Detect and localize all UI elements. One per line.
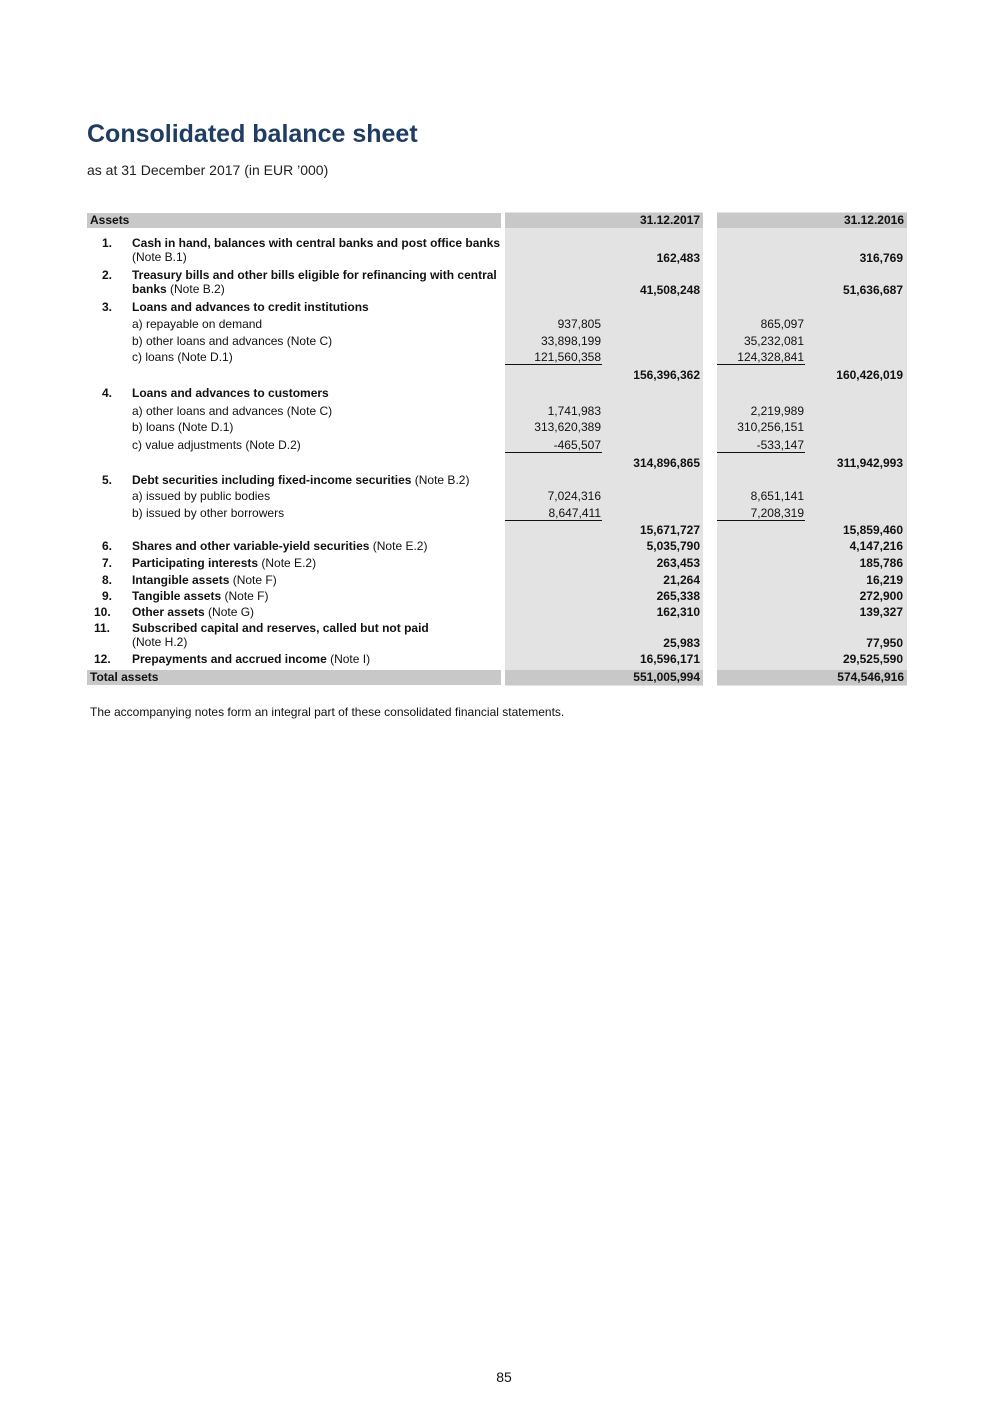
sub-value-2017: 33,898,199 (540, 334, 601, 348)
sub-item-label: a) repayable on demand (132, 317, 263, 331)
value-2016: 77,950 (866, 636, 903, 650)
item-number: 7. (102, 556, 113, 570)
header-2017: 31.12.2017 (505, 213, 703, 228)
item-number: 8. (102, 573, 113, 587)
value-2016: 15,859,460 (842, 523, 903, 537)
sub-value-2016: 310,256,151 (737, 420, 804, 434)
item-label-note: (Note F) (221, 589, 269, 603)
item-label-note: (Note E.2) (258, 556, 317, 570)
page-title: Consolidated balance sheet (87, 120, 418, 148)
item-number: 9. (102, 589, 113, 603)
item-label-note: (Note H.2) (132, 635, 188, 649)
subtotal-rule (505, 520, 602, 521)
sub-value-2016: 7,208,319 (750, 506, 804, 520)
sub-item-label: a) issued by public bodies (132, 489, 271, 503)
subtotal-rule (717, 452, 805, 453)
item-number: 1. (102, 236, 113, 250)
total-assets-2016: 574,546,916 (717, 670, 907, 685)
item-label-note: (Note B.2) (166, 282, 225, 296)
sub-value-2017: 1,741,983 (547, 404, 601, 418)
item-number: 3. (102, 300, 113, 314)
subtotal-rule (505, 364, 602, 365)
item-label (132, 236, 502, 264)
item-number: 11. (94, 621, 111, 635)
header-2016: 31.12.2016 (717, 213, 907, 228)
subtotal-rule (717, 364, 805, 365)
subtotal-rule (505, 452, 602, 453)
value-2016: 272,900 (859, 589, 903, 603)
sub-item-label: b) issued by other borrowers (132, 506, 285, 520)
sub-value-2017: 937,805 (557, 317, 601, 331)
value-2016: 316,769 (859, 251, 903, 265)
sub-value-2017: 8,647,411 (548, 506, 601, 520)
item-number: 2. (102, 268, 113, 282)
value-2017: 41,508,248 (639, 283, 700, 297)
footnote: The accompanying notes form an integral part of these consolidated financial statements. (90, 705, 565, 719)
item-label-main: Loans and advances to customers (132, 386, 329, 400)
sub-value-2016: 2,219,989 (750, 404, 804, 418)
item-label-main: Debt securities including fixed-income securities (132, 473, 412, 487)
sub-item-label: b) other loans and advances (Note C) (132, 334, 333, 348)
sub-value-2017: 313,620,389 (534, 420, 601, 434)
item-label (132, 386, 502, 400)
item-label (132, 589, 502, 603)
value-2016: 311,942,993 (836, 456, 903, 470)
item-label (132, 556, 502, 570)
value-2016: 51,636,687 (842, 283, 903, 297)
item-number: 10. (94, 605, 111, 619)
item-label-main: Intangible assets (132, 573, 230, 587)
value-2016: 160,426,019 (836, 368, 903, 382)
item-number: 5. (102, 473, 113, 487)
sub-value-2016: 8,651,141 (750, 489, 804, 503)
item-label-note: (Note G) (204, 605, 255, 619)
value-2017: 15,671,727 (639, 523, 700, 537)
page-subtitle: as at 31 December 2017 (in EUR ’000) (87, 162, 329, 178)
item-label-main: Subscribed capital and reserves, called but not paid (132, 621, 429, 635)
item-label-main: Cash in hand, balances with central banks and post office banks (132, 236, 501, 250)
sub-value-2016: 865,097 (760, 317, 804, 331)
item-label (132, 621, 502, 649)
item-label (132, 300, 502, 314)
item-label (132, 473, 502, 487)
sub-value-2017: 121,560,358 (534, 350, 601, 364)
sub-item-label: c) loans (Note D.1) (132, 350, 233, 364)
value-2017: 263,453 (656, 556, 700, 570)
item-label-note: (Note E.2) (369, 539, 428, 553)
sub-item-label: c) value adjustments (Note D.2) (132, 438, 301, 452)
sub-value-2016: 124,328,841 (737, 350, 804, 364)
item-number: 12. (94, 652, 111, 666)
value-2017: 25,983 (663, 636, 700, 650)
item-label-main: Loans and advances to credit institutions (132, 300, 369, 314)
item-label (132, 605, 502, 619)
value-2017: 5,035,790 (646, 539, 700, 553)
sub-value-2017: -465,507 (553, 438, 601, 452)
value-2017: 162,483 (656, 251, 700, 265)
item-label (132, 268, 502, 296)
subtotal-rule (717, 520, 805, 521)
sub-value-2016: 35,232,081 (743, 334, 804, 348)
item-label-note: (Note I) (326, 652, 371, 666)
value-2016: 139,327 (859, 605, 903, 619)
item-label-note: (Note B.1) (132, 250, 187, 264)
value-2016: 185,786 (859, 556, 903, 570)
item-label-note: (Note B.2) (411, 473, 470, 487)
page-number: 85 (496, 1369, 512, 1385)
value-2016: 16,219 (866, 573, 903, 587)
value-2017: 265,338 (656, 589, 700, 603)
item-label-main: Treasury bills and other bills eligible for refinancing with central banks (132, 268, 497, 296)
value-2017: 16,596,171 (639, 652, 700, 666)
total-assets-2017: 551,005,994 (505, 670, 703, 685)
item-label-main: Tangible assets (132, 589, 222, 603)
item-label-main: Other assets (132, 605, 205, 619)
sub-value-2017: 7,024,316 (547, 489, 601, 503)
value-2017: 156,396,362 (633, 368, 700, 382)
value-2017: 162,310 (656, 605, 700, 619)
item-label (132, 539, 502, 553)
value-2017: 314,896,865 (633, 456, 700, 470)
item-label (132, 652, 502, 666)
item-label (132, 573, 502, 587)
item-number: 4. (102, 386, 113, 400)
value-2017: 21,264 (663, 573, 700, 587)
item-label-main: Shares and other variable-yield securities (132, 539, 370, 553)
header-assets: Assets (87, 213, 501, 228)
value-2016: 29,525,590 (842, 652, 903, 666)
item-label-main: Participating interests (132, 556, 259, 570)
sub-item-label: a) other loans and advances (Note C) (132, 404, 333, 418)
item-number: 6. (102, 539, 113, 553)
sub-value-2016: -533,147 (756, 438, 804, 452)
balance-sheet-table (87, 212, 907, 688)
item-label-note: (Note F) (229, 573, 277, 587)
item-label-main: Prepayments and accrued income (132, 652, 327, 666)
value-2016: 4,147,216 (849, 539, 903, 553)
total-assets-label: Total assets (87, 670, 501, 685)
sub-item-label: b) loans (Note D.1) (132, 420, 234, 434)
